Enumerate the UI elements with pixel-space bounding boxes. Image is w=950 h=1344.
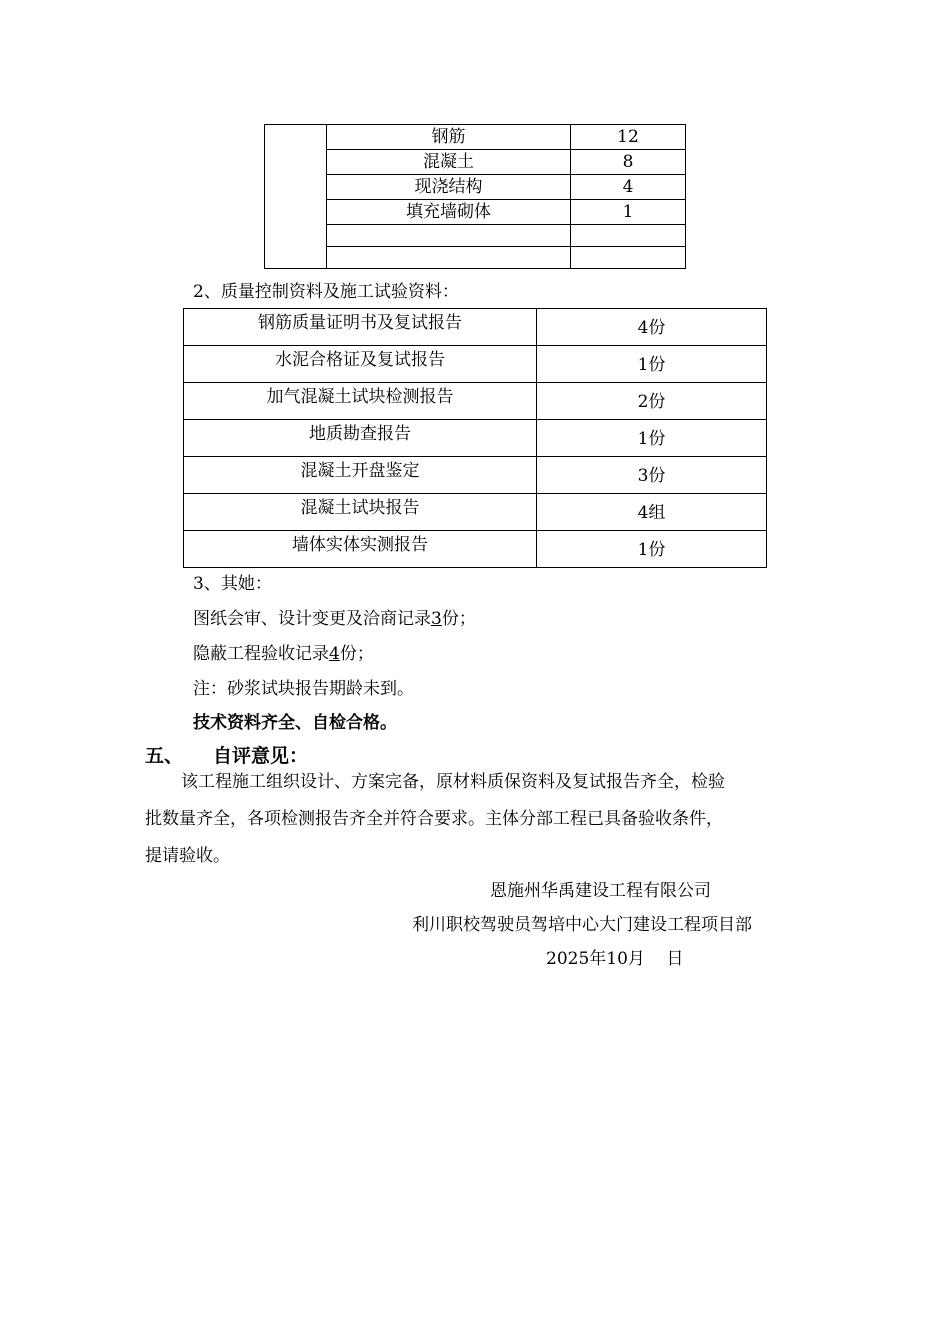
document-count-cell: 3份 bbox=[537, 457, 767, 494]
signature-company: 恩施州华禹建设工程有限公司 bbox=[490, 881, 711, 901]
document-count-cell: 1份 bbox=[537, 531, 767, 568]
table-row bbox=[265, 175, 686, 200]
table-row bbox=[265, 225, 686, 247]
line1-unit: 份； bbox=[441, 609, 476, 629]
line2-text: 隐蔽工程验收记录 bbox=[193, 644, 329, 664]
table-row bbox=[184, 420, 767, 457]
note-line: 注：砂浆试块报告期龄未到。 bbox=[193, 679, 414, 699]
table-row bbox=[265, 247, 686, 269]
section2-heading: 2、质量控制资料及施工试验资料： bbox=[193, 282, 459, 302]
document-name-cell: 钢筋质量证明书及复试报告 bbox=[184, 309, 537, 346]
item-name-cell: 现浇结构 bbox=[327, 175, 571, 200]
document-count-cell: 4份 bbox=[537, 309, 767, 346]
document-count-cell: 1份 bbox=[537, 420, 767, 457]
document-count-cell: 2份 bbox=[537, 383, 767, 420]
document-name-cell: 地质勘查报告 bbox=[184, 420, 537, 457]
line1-text: 图纸会审、设计变更及洽商记录 bbox=[193, 609, 431, 629]
table-row bbox=[265, 150, 686, 175]
line2-unit: 份； bbox=[339, 644, 374, 664]
table-row bbox=[265, 200, 686, 225]
merged-category-cell bbox=[265, 125, 327, 269]
signature-department: 利川职校驾驶员驾培中心大门建设工程项目部 bbox=[412, 915, 752, 935]
document-name-cell: 加气混凝土试块检测报告 bbox=[184, 383, 537, 420]
item-count-cell bbox=[571, 225, 686, 247]
self-evaluation-para-line1: 该工程施工组织设计、方案完备，原材料质保资料及复试报告齐全，检验 bbox=[181, 772, 725, 792]
document-count-cell: 4组 bbox=[537, 494, 767, 531]
self-evaluation-para-line2: 批数量齐全，各项检测报告齐全并符合要求。主体分部工程已具备验收条件， bbox=[145, 809, 723, 829]
table-row bbox=[184, 494, 767, 531]
item-name-cell: 填充墙砌体 bbox=[327, 200, 571, 225]
table-row bbox=[184, 531, 767, 568]
quality-control-documents-table bbox=[183, 308, 767, 568]
drawing-review-record-line bbox=[193, 604, 476, 629]
section5-title: 自评意见： bbox=[213, 745, 309, 767]
document-name-cell: 水泥合格证及复试报告 bbox=[184, 346, 537, 383]
line1-count: 3 bbox=[431, 609, 442, 629]
item-name-cell bbox=[327, 247, 571, 269]
table-row bbox=[184, 346, 767, 383]
section3-heading: 3、其她： bbox=[193, 574, 272, 594]
self-evaluation-para-line3: 提请验收。 bbox=[145, 846, 230, 866]
item-count-cell: 4 bbox=[571, 175, 686, 200]
document-name-cell: 墙体实体实测报告 bbox=[184, 531, 537, 568]
table-row bbox=[184, 309, 767, 346]
item-count-cell: 1 bbox=[571, 200, 686, 225]
line2-count: 4 bbox=[329, 644, 340, 664]
item-count-cell: 8 bbox=[571, 150, 686, 175]
document-count-cell: 1份 bbox=[537, 346, 767, 383]
document-name-cell: 混凝土试块报告 bbox=[184, 494, 537, 531]
item-count-cell: 12 bbox=[571, 125, 686, 150]
item-count-cell bbox=[571, 247, 686, 269]
signature-date: 2025年10月 日 bbox=[546, 949, 684, 969]
table-row bbox=[265, 125, 686, 150]
item-name-cell: 混凝土 bbox=[327, 150, 571, 175]
table-row bbox=[184, 383, 767, 420]
item-name-cell: 钢筋 bbox=[327, 125, 571, 150]
table-row bbox=[184, 457, 767, 494]
inspection-batch-table bbox=[264, 124, 686, 269]
item-name-cell bbox=[327, 225, 571, 247]
section5-number: 五、 bbox=[145, 745, 184, 767]
document-name-cell: 混凝土开盘鉴定 bbox=[184, 457, 537, 494]
concealed-work-record-line bbox=[193, 639, 374, 664]
conclusion-line: 技术资料齐全、自检合格。 bbox=[193, 713, 397, 733]
